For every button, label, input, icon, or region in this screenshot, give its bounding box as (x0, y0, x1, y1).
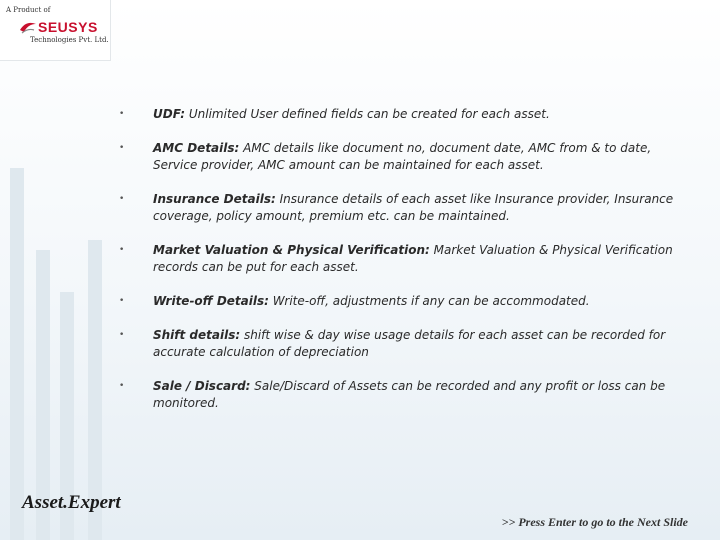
feature-head: Sale / Discard: (153, 379, 251, 393)
feature-head: Market Valuation & Physical Verification: (153, 243, 430, 257)
feature-head: Insurance Details: (153, 192, 276, 206)
bullet-icon: • (119, 194, 125, 204)
feature-head: Shift details: (153, 328, 241, 342)
logo-subtitle: Technologies Pvt. Ltd. (30, 36, 109, 44)
decorative-bar (10, 168, 24, 540)
feature-text: Sale/Discard of Assets can be recorded and any profit or loss can be monitored. (153, 379, 666, 410)
bullet-icon: • (119, 245, 125, 255)
feature-item-sale (118, 378, 678, 412)
decorative-bars (0, 160, 110, 540)
bullet-icon: • (119, 109, 125, 119)
feature-text: Write-off, adjustments if any can be accommodated. (268, 294, 590, 308)
feature-item-amc (118, 140, 678, 174)
feature-head: Write-off Details: (153, 294, 269, 308)
feature-list (118, 106, 678, 429)
feature-text: AMC details like document no, document date, AMC from & to date, Service provider, AMC amount can be maintained for each asset. (153, 141, 652, 172)
feature-text: Insurance details of each asset like Insurance provider, Insurance coverage, policy amount, premium etc. can be maintained. (153, 192, 674, 223)
bullet-icon: • (119, 296, 125, 306)
logo-product-line: A Product of (6, 6, 51, 14)
feature-text: Unlimited User defined fields can be created for each asset. (185, 107, 550, 121)
next-slide-hint[interactable]: >> Press Enter to go to the Next Slide (501, 515, 688, 529)
bullet-icon: • (119, 330, 125, 340)
bullet-icon: • (119, 143, 125, 153)
feature-item-insurance (118, 191, 678, 225)
feature-item-valuation (118, 242, 678, 276)
feature-head: UDF: (153, 107, 186, 121)
feature-item-shift (118, 327, 678, 361)
feature-text: shift wise & day wise usage details for each asset can be recorded for accurate calculation of depreciation (153, 328, 666, 359)
logo-brand: SEUSYS (38, 19, 98, 35)
bullet-icon: • (119, 381, 125, 391)
company-logo (0, 0, 111, 61)
feature-text: Market Valuation & Physical Verification records can be put for each asset. (153, 243, 673, 274)
feature-head: AMC Details: (153, 141, 240, 155)
feature-item-writeoff (118, 293, 678, 310)
feature-item-udf (118, 106, 678, 123)
product-title: Asset.Expert (22, 492, 121, 513)
logo-swoosh-icon (18, 18, 38, 38)
